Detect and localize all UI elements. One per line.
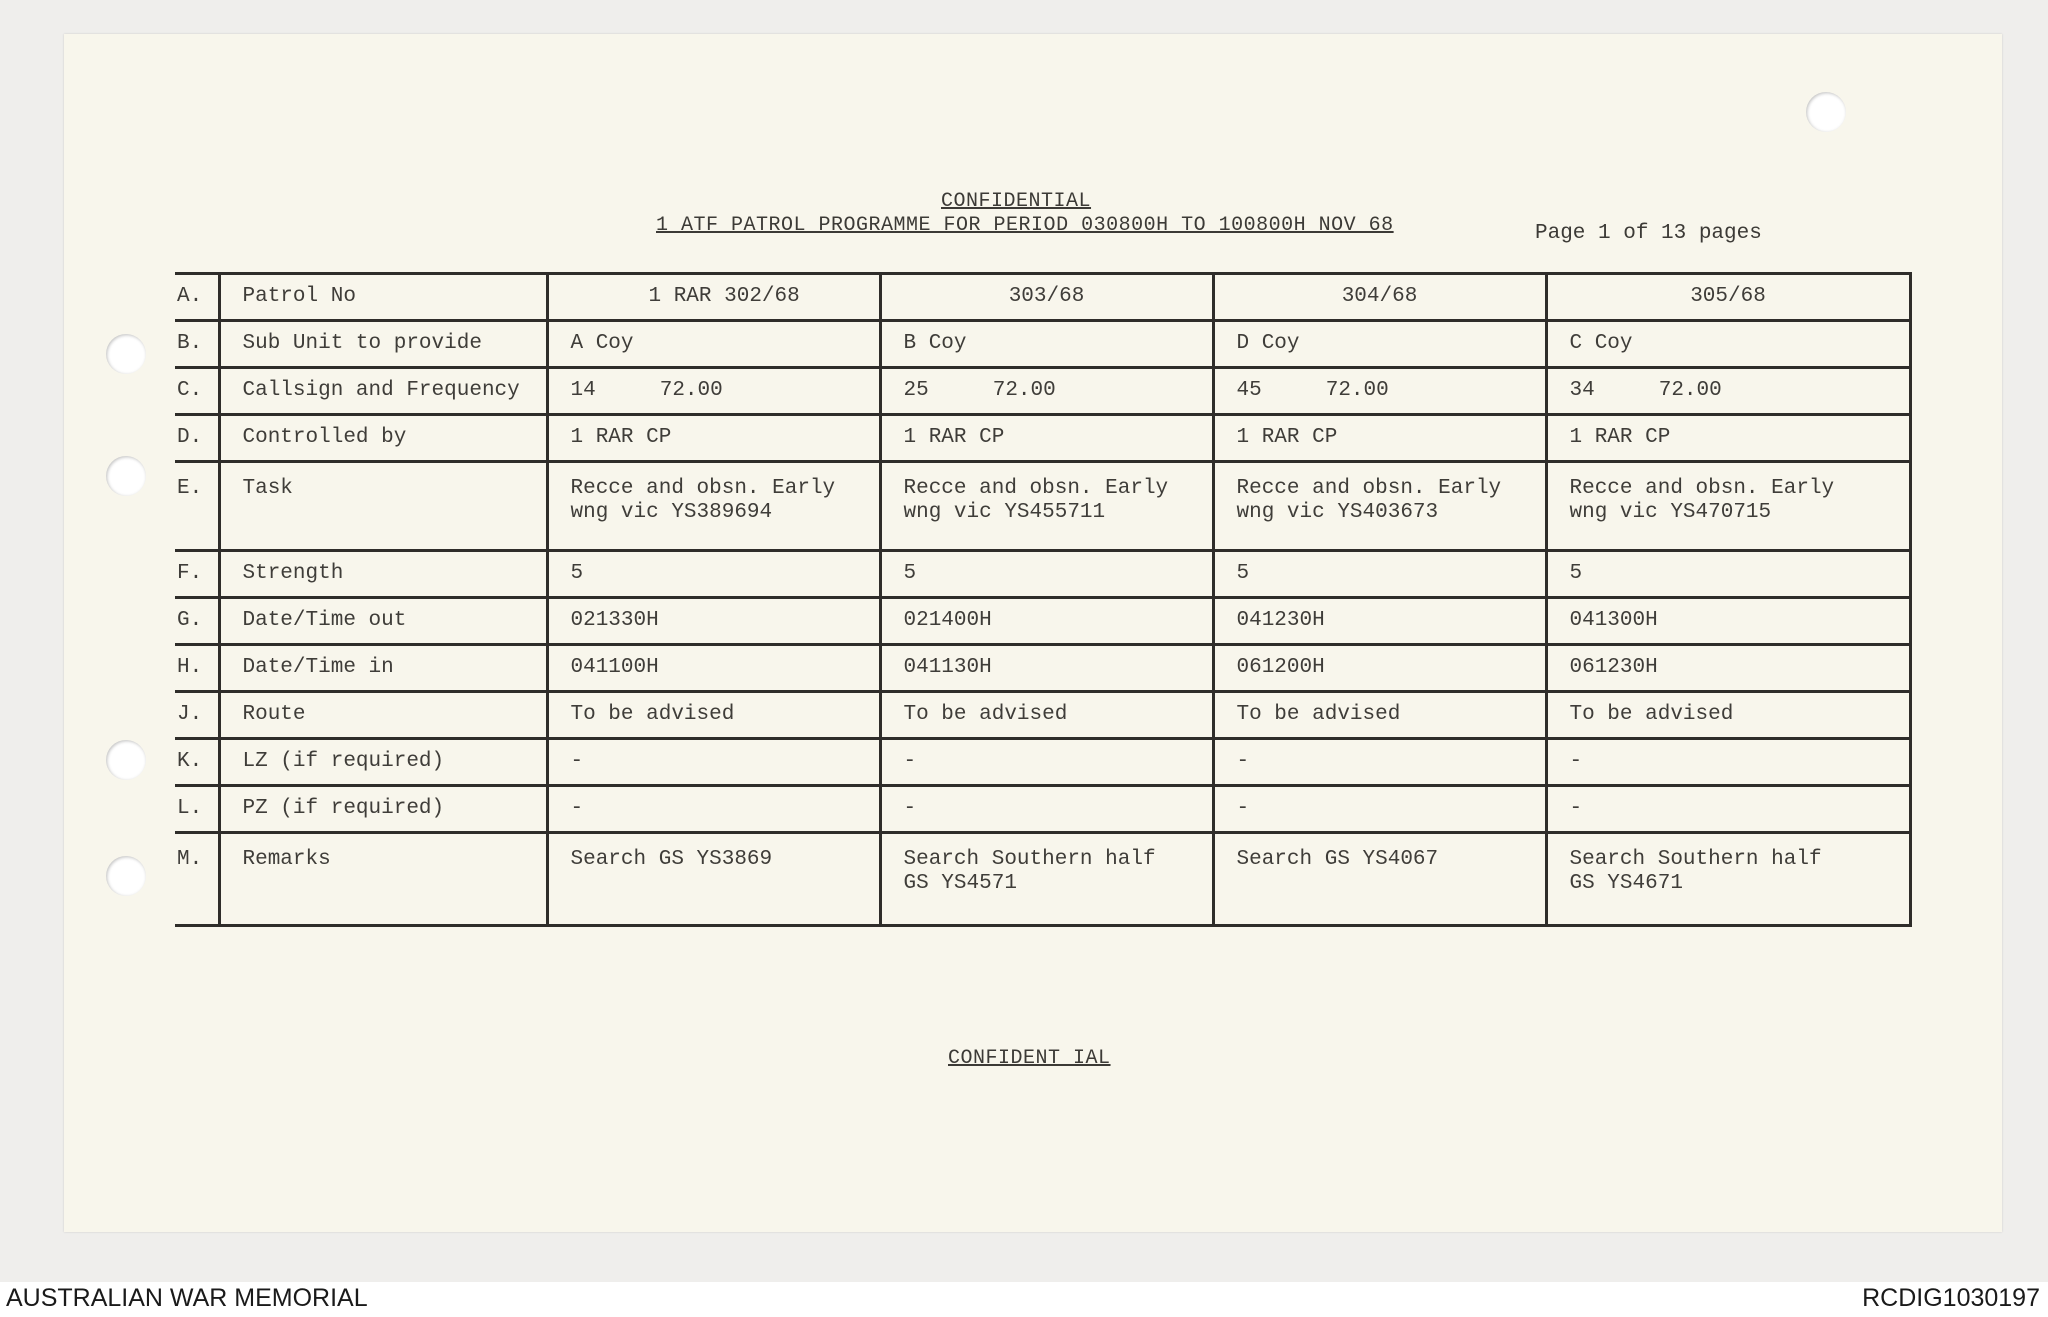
table-row — [175, 692, 1910, 739]
cell-line: 1 RAR CP — [903, 426, 1005, 449]
cell-line: - — [903, 797, 917, 820]
cell-line: - — [570, 750, 584, 773]
archive-id: RCDIG1030197 — [1862, 1284, 2040, 1312]
cell-line: 041100H — [570, 656, 659, 679]
cell-line: Search Southern half — [1569, 848, 1822, 871]
cell-line: wng vic YS470715 — [1569, 501, 1772, 524]
table-cell — [547, 415, 880, 462]
callsign: 25 — [903, 379, 929, 402]
row-label: Patrol No — [219, 274, 547, 321]
table-row — [175, 415, 1910, 462]
cell-line: Search Southern half — [903, 848, 1156, 871]
table-cell — [1546, 274, 1910, 321]
table-row — [175, 368, 1910, 415]
table-row — [175, 739, 1910, 786]
row-letter: E. — [175, 462, 219, 551]
cell-line: D Coy — [1236, 332, 1300, 355]
table-row — [175, 833, 1910, 926]
cell-line: 1 RAR 302/68 — [648, 285, 800, 308]
row-label: PZ (if required) — [219, 786, 547, 833]
table-cell — [880, 368, 1213, 415]
frequency: 72.00 — [992, 379, 1056, 402]
cell-line: wng vic YS455711 — [903, 501, 1106, 524]
row-label: Route — [219, 692, 547, 739]
table-cell — [1213, 645, 1546, 692]
table-cell — [1546, 551, 1910, 598]
table-cell — [547, 786, 880, 833]
table-row — [175, 321, 1910, 368]
table-cell — [1213, 692, 1546, 739]
cell-line: - — [1236, 750, 1250, 773]
cell-line: Recce and obsn. Early — [570, 477, 836, 500]
cell-line: Search GS YS3869 — [570, 848, 773, 871]
table-cell — [547, 692, 880, 739]
frequency: 72.00 — [659, 379, 723, 402]
table-cell — [880, 598, 1213, 645]
cell-line: - — [1569, 750, 1583, 773]
table-cell — [547, 368, 880, 415]
row-label: Sub Unit to provide — [219, 321, 547, 368]
table-row — [175, 551, 1910, 598]
table-cell — [880, 321, 1213, 368]
cell-line: 5 — [1236, 562, 1250, 585]
cell-line: 1 RAR CP — [1569, 426, 1671, 449]
cell-line: Recce and obsn. Early — [1236, 477, 1502, 500]
table-row — [175, 462, 1910, 551]
row-letter: A. — [175, 274, 219, 321]
table-cell — [547, 551, 880, 598]
table-cell — [880, 415, 1213, 462]
cell-line: To be advised — [1569, 703, 1734, 726]
row-letter: M. — [175, 833, 219, 926]
cell-line: To be advised — [903, 703, 1068, 726]
cell-line: 303/68 — [1008, 285, 1085, 308]
frequency: 72.00 — [1325, 379, 1389, 402]
table-cell — [1546, 462, 1910, 551]
row-letter: J. — [175, 692, 219, 739]
cell-line: 1 RAR CP — [570, 426, 672, 449]
cell-line: GS YS4571 — [903, 872, 1017, 895]
table-cell — [1213, 739, 1546, 786]
cell-line: Recce and obsn. Early — [903, 477, 1169, 500]
table-cell — [880, 692, 1213, 739]
cell-line: 041230H — [1236, 609, 1325, 632]
table-cell — [880, 786, 1213, 833]
cell-line: 5 — [903, 562, 917, 585]
table-cell — [1546, 645, 1910, 692]
table-cell — [547, 739, 880, 786]
punch-hole — [1806, 92, 1846, 132]
cell-line: Search GS YS4067 — [1236, 848, 1439, 871]
row-letter: G. — [175, 598, 219, 645]
table-cell — [1213, 551, 1546, 598]
row-label: Remarks — [219, 833, 547, 926]
table-cell — [547, 321, 880, 368]
cell-line: 5 — [1569, 562, 1583, 585]
table-cell — [1213, 368, 1546, 415]
punch-hole — [106, 334, 146, 374]
page-info: Page 1 of 13 pages — [1535, 222, 1762, 245]
patrol-programme-table — [175, 272, 1912, 927]
cell-line: - — [1236, 797, 1250, 820]
cell-line: 021400H — [903, 609, 992, 632]
punch-hole — [106, 740, 146, 780]
table-cell — [1213, 833, 1546, 926]
table-cell — [1546, 786, 1910, 833]
cell-line: 061200H — [1236, 656, 1325, 679]
cell-line: 304/68 — [1341, 285, 1418, 308]
row-letter: K. — [175, 739, 219, 786]
table-cell — [880, 645, 1213, 692]
cell-line: 041300H — [1569, 609, 1658, 632]
table-cell — [547, 833, 880, 926]
cell-line: wng vic YS389694 — [570, 501, 773, 524]
table-cell — [1546, 321, 1910, 368]
table-cell — [880, 462, 1213, 551]
row-label: Date/Time in — [219, 645, 547, 692]
cell-line: - — [903, 750, 917, 773]
cell-line: - — [570, 797, 584, 820]
table-cell — [547, 645, 880, 692]
cell-line: 061230H — [1569, 656, 1658, 679]
cell-line: To be advised — [570, 703, 735, 726]
row-letter: L. — [175, 786, 219, 833]
row-label: Controlled by — [219, 415, 547, 462]
row-label: Task — [219, 462, 547, 551]
cell-line: 1 RAR CP — [1236, 426, 1338, 449]
row-label: Callsign and Frequency — [219, 368, 547, 415]
table-cell — [880, 551, 1213, 598]
table-cell — [880, 274, 1213, 321]
cell-line: 021330H — [570, 609, 659, 632]
row-label: LZ (if required) — [219, 739, 547, 786]
row-letter: H. — [175, 645, 219, 692]
cell-line: - — [1569, 797, 1583, 820]
table-row — [175, 786, 1910, 833]
cell-line: GS YS4671 — [1569, 872, 1683, 895]
table-cell — [1546, 692, 1910, 739]
table-cell — [1213, 786, 1546, 833]
table-cell — [880, 833, 1213, 926]
table-row — [175, 598, 1910, 645]
table-row — [175, 274, 1910, 321]
cell-line: B Coy — [903, 332, 967, 355]
callsign: 14 — [570, 379, 596, 402]
punch-hole — [106, 856, 146, 896]
classification-top: CONFIDENTIAL — [941, 190, 1092, 213]
cell-line: To be advised — [1236, 703, 1401, 726]
cell-line: wng vic YS403673 — [1236, 501, 1439, 524]
cell-line: Recce and obsn. Early — [1569, 477, 1835, 500]
table-cell — [880, 739, 1213, 786]
table-cell — [1546, 598, 1910, 645]
archive-credit: AUSTRALIAN WAR MEMORIAL — [6, 1284, 368, 1312]
cell-line: A Coy — [570, 332, 634, 355]
row-letter: D. — [175, 415, 219, 462]
table-cell — [1213, 462, 1546, 551]
cell-line: 041130H — [903, 656, 992, 679]
callsign: 45 — [1236, 379, 1262, 402]
table-row — [175, 645, 1910, 692]
table-cell — [1213, 274, 1546, 321]
table-cell — [547, 462, 880, 551]
table-cell — [1213, 598, 1546, 645]
table-cell — [547, 598, 880, 645]
row-letter: C. — [175, 368, 219, 415]
document-title: 1 ATF PATROL PROGRAMME FOR PERIOD 030800H TO 100800H NOV 68 — [656, 214, 1394, 237]
row-label: Date/Time out — [219, 598, 547, 645]
cell-line: 5 — [570, 562, 584, 585]
table-cell — [1213, 415, 1546, 462]
classification-bottom: CONFIDENT IAL — [948, 1047, 1111, 1070]
table-cell — [1546, 739, 1910, 786]
table-cell — [1546, 833, 1910, 926]
row-letter: F. — [175, 551, 219, 598]
frequency: 72.00 — [1658, 379, 1722, 402]
cell-line: 305/68 — [1690, 285, 1766, 308]
table-cell — [1546, 368, 1910, 415]
cell-line: C Coy — [1569, 332, 1633, 355]
table-cell — [547, 274, 880, 321]
punch-hole — [106, 456, 146, 496]
row-label: Strength — [219, 551, 547, 598]
callsign: 34 — [1569, 379, 1595, 402]
table-cell — [1546, 415, 1910, 462]
table-cell — [1213, 321, 1546, 368]
row-letter: B. — [175, 321, 219, 368]
